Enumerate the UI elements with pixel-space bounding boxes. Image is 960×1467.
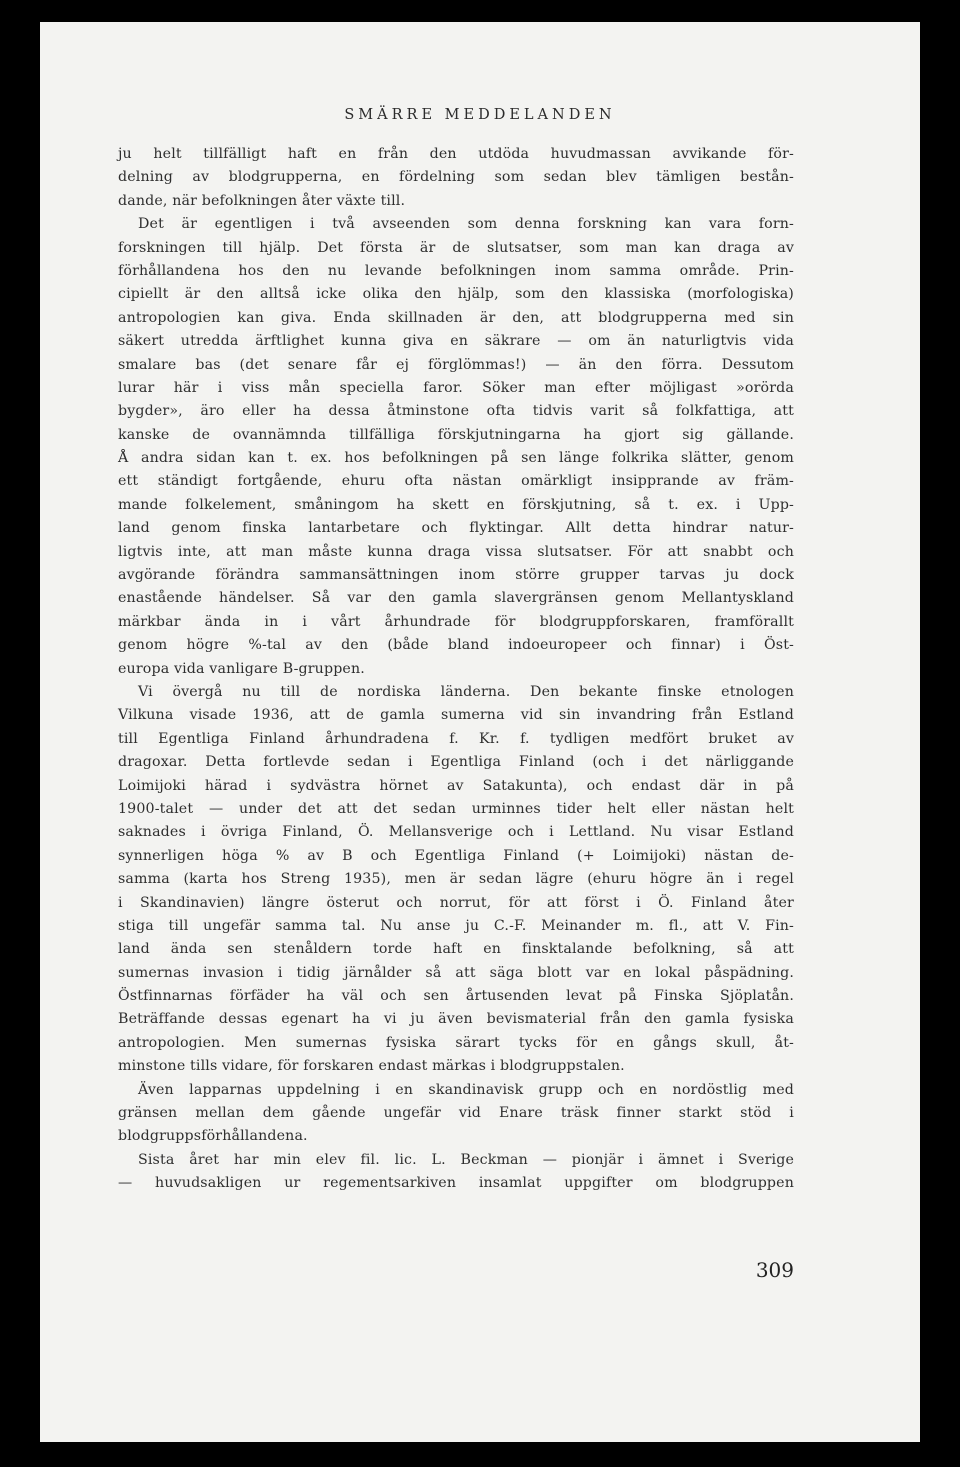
text-line: bygder», äro eller ha dessa åtminstone ofta tidvis varit så folkfattiga, att [118,403,794,420]
text-line: stiga till ungefär samma tal. Nu anse ju C.-F. Meinander m. fl., att V. Fin- [118,917,794,934]
text-line: kanske de ovannämnda tillfälliga förskjutningarna ha gjort sig gällande. [118,426,794,443]
body-text [118,143,794,1196]
text-line: 1900-talet — under det att det sedan urminnes tider helt eller nästan helt [118,800,794,817]
text-line: Vi övergå nu till de nordiska länderna. Den bekante finske etnologen [138,683,794,700]
text-line: europa vida vanligare B-gruppen. [118,660,365,677]
text-line: ett ständigt fortgående, ehuru ofta nästan omärkligt insipprande av främ- [118,473,794,490]
text-line: gränsen mellan dem gående ungefär vid Enare träsk finner starkt stöd i [118,1105,794,1122]
text-line: samma (karta hos Streng 1935), men är sedan lägre (ehuru högre än i regel [118,871,794,888]
text-line: avgörande förändra sammansättningen inom större grupper tarvas ju dock [118,567,794,584]
text-line: Sista året har min elev fil. lic. L. Beckman — pionjär i ämnet i Sverige [138,1151,794,1168]
text-line: land genom finska lantarbetare och flyktingar. Allt detta hindrar natur- [118,520,794,537]
text-line: blodgruppsförhållandena. [118,1128,308,1145]
text-line: Beträffande dessas egenart ha vi ju även bevismaterial från den gamla fysiska [118,1011,794,1028]
text-line: cipiellt är den alltså icke olika den hjälp, som den klassiska (morfologiska) [118,286,794,303]
text-line: Vilkuna visade 1936, att de gamla sumerna vid sin invandring från Estland [118,707,794,724]
text-line: enastående händelser. Så var den gamla slavergränsen genom Mellantyskland [118,590,794,607]
text-line: genom högre %-tal av den (både bland indoeuropeer och finnar) i Öst- [118,637,794,654]
text-line: minstone tills vidare, för forskaren endast märkas i blodgruppstalen. [118,1058,625,1075]
text-line: till Egentliga Finland århundradena f. Kr. f. tydligen medfört bruket av [118,730,794,747]
text-line: ligtvis inte, att man måste kunna draga vissa slutsatser. För att snabbt och [118,543,794,560]
text-line: antropologien kan giva. Enda skillnaden är den, att blodgrupperna med sin [118,309,794,326]
text-line: mande folkelement, småningom ha skett en förskjutning, så t. ex. i Upp- [118,496,794,513]
text-line: — huvudsakligen ur regementsarkiven insamlat uppgifter om blodgruppen [118,1175,794,1192]
text-line: dragoxar. Detta fortlevde sedan i Egentliga Finland (och i det närliggande [118,754,794,771]
book-page [40,22,920,1442]
text-line: sumernas invasion i tidig järnålder så att säga blott var en lokal påspädning. [118,964,794,981]
text-line: säkert utredda ärftlighet kunna giva en säkrare — om än naturligtvis vida [118,333,794,350]
text-line: Å andra sidan kan t. ex. hos befolkningen på sen länge folkrika slätter, genom [118,450,794,467]
text-line: saknades i övriga Finland, Ö. Mellansverige och i Lettland. Nu visar Estland [118,824,794,841]
text-line: Det är egentligen i två avseenden som denna forskning kan vara forn- [138,216,794,233]
text-line: Även lapparnas uppdelning i en skandinavisk grupp och en nordöstlig med [138,1081,794,1098]
text-line: i Skandinavien) längre österut och norrut, för att först i Ö. Finland åter [118,894,794,911]
page-number: 309 [755,1258,794,1282]
text-line: synnerligen höga % av B och Egentliga Finland (+ Loimijoki) nästan de- [118,847,794,864]
text-line: forskningen till hjälp. Det första är de slutsatser, som man kan draga av [118,239,794,256]
text-line: land ända sen stenåldern torde haft en finsktalande befolkning, så att [118,941,794,958]
text-line: förhållandena hos den nu levande befolkningen inom samma område. Prin- [118,262,794,279]
text-line: Östfinnarnas förfäder ha väl och sen årtusenden levat på Finska Sjöplatån. [118,988,794,1005]
text-line: lurar här i viss mån speciella faror. Söker man efter möjligast »orörda [118,379,794,396]
text-line: ju helt tillfälligt haft en från den utdöda huvudmassan avvikande för- [118,146,794,162]
text-line: delning av blodgrupperna, en fördelning som sedan blev tämligen bestån- [118,169,794,186]
running-head: SMÄRRE MEDDELANDEN [344,107,616,123]
text-line: dande, när befolkningen åter växte till. [118,192,406,209]
text-line: smalare bas (det senare får ej förglömmas!) — än den förra. Dessutom [118,356,794,373]
text-line: Loimijoki härad i sydvästra hörnet av Satakunta), och endast där in på [118,777,794,794]
text-line: antropologien. Men sumernas fysiska särart tycks för en gångs skull, åt- [118,1034,794,1051]
text-line: märkbar ända in i vårt århundrade för blodgruppforskaren, framförallt [118,613,794,630]
